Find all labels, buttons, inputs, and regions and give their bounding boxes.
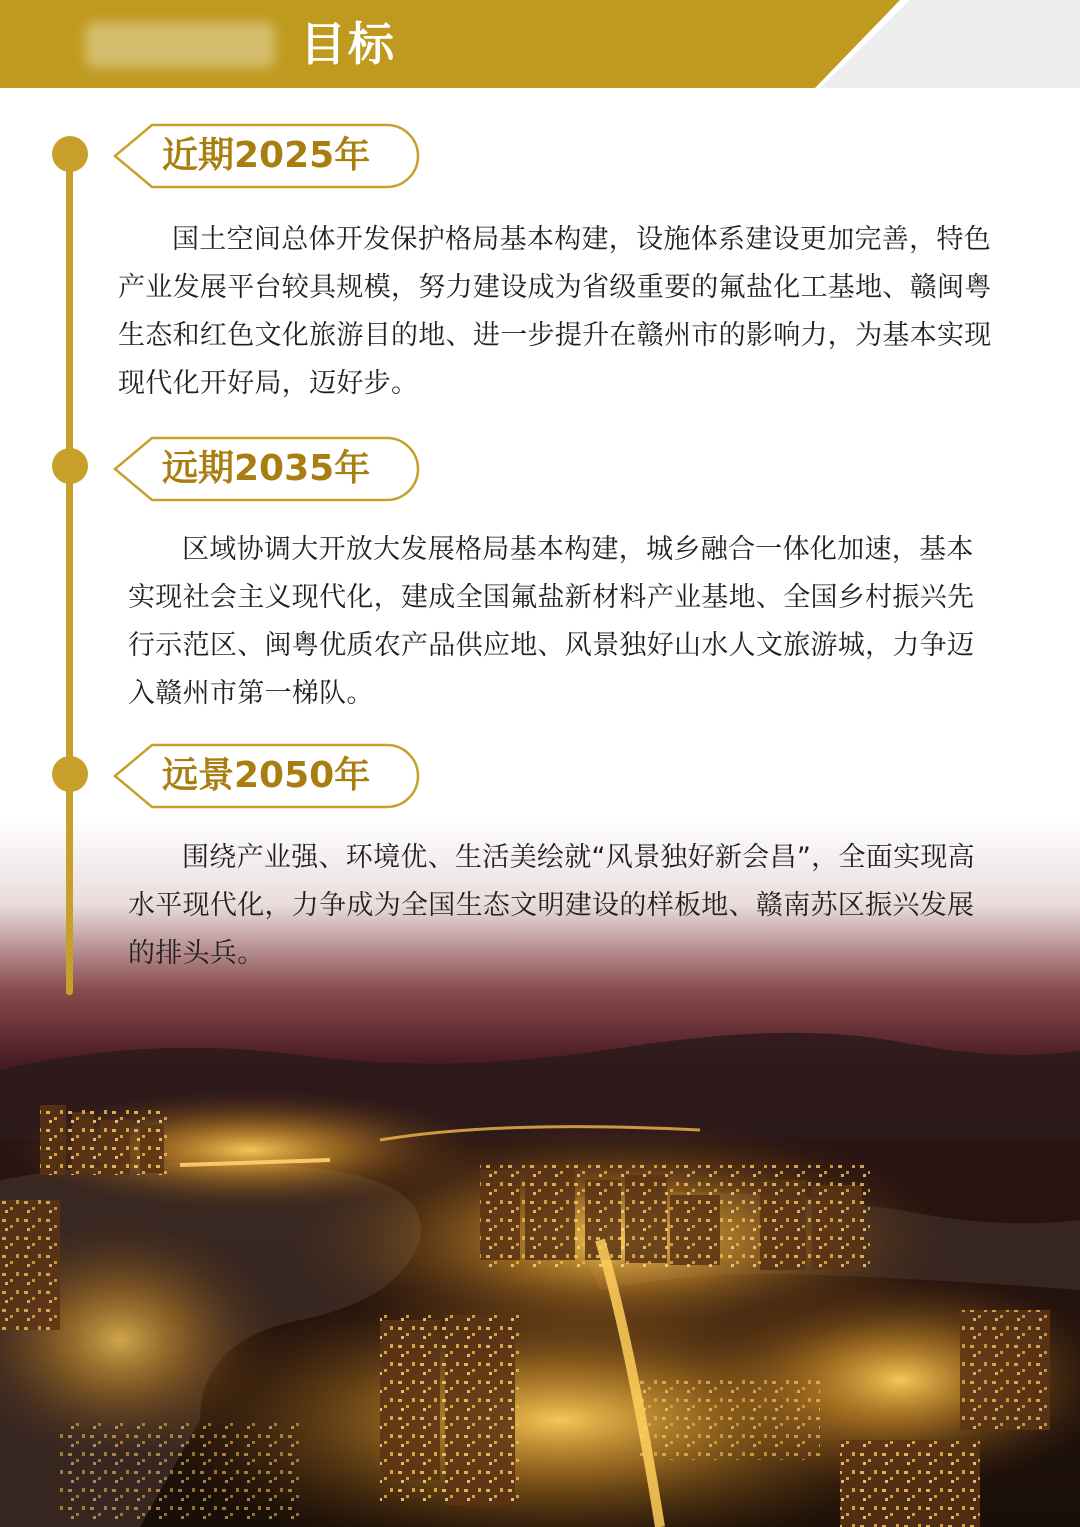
- stage-label-text: 近期2025年: [162, 135, 371, 176]
- page-title: 目标: [300, 17, 396, 71]
- timeline-dot-2035: [52, 448, 88, 484]
- timeline-dot-2025: [52, 136, 88, 172]
- header-blurred-prefix: [85, 22, 275, 68]
- timeline-dot-2050: [52, 756, 88, 792]
- stage-label-2025: [112, 122, 422, 190]
- stage-body-2035: 区域协调大开放大发展格局基本构建，城乡融合一体化加速，基本实现社会主义现代化，建成全国氟盐新材料产业基地、全国乡村振兴先行示范区、闽粤优质农产品供应地、风景独好山水人文旅游城，力争迈入赣州市第一梯队。: [128, 534, 975, 709]
- stage-label-text: 远景2050年: [162, 755, 371, 796]
- stage-label-text: 远期2035年: [162, 448, 371, 489]
- header-banner: [0, 0, 1080, 88]
- timeline-line: [66, 150, 73, 995]
- stage-label-2050: [112, 742, 422, 810]
- stage-label-2035: [112, 435, 422, 503]
- stage-body-2050: 围绕产业强、环境优、生活美绘就“风景独好新会昌”，全面实现高水平现代化，力争成为全国生态文明建设的样板地、赣南苏区振兴发展的排头兵。: [128, 842, 975, 969]
- stage-body-2025: 国土空间总体开发保护格局基本构建，设施体系建设更加完善，特色产业发展平台较具规模，努力建设成为省级重要的氟盐化工基地、赣闽粤生态和红色文化旅游目的地、进一步提升在赣州市的影响力，为基本实现现代化开好局，迈好步。: [118, 224, 992, 399]
